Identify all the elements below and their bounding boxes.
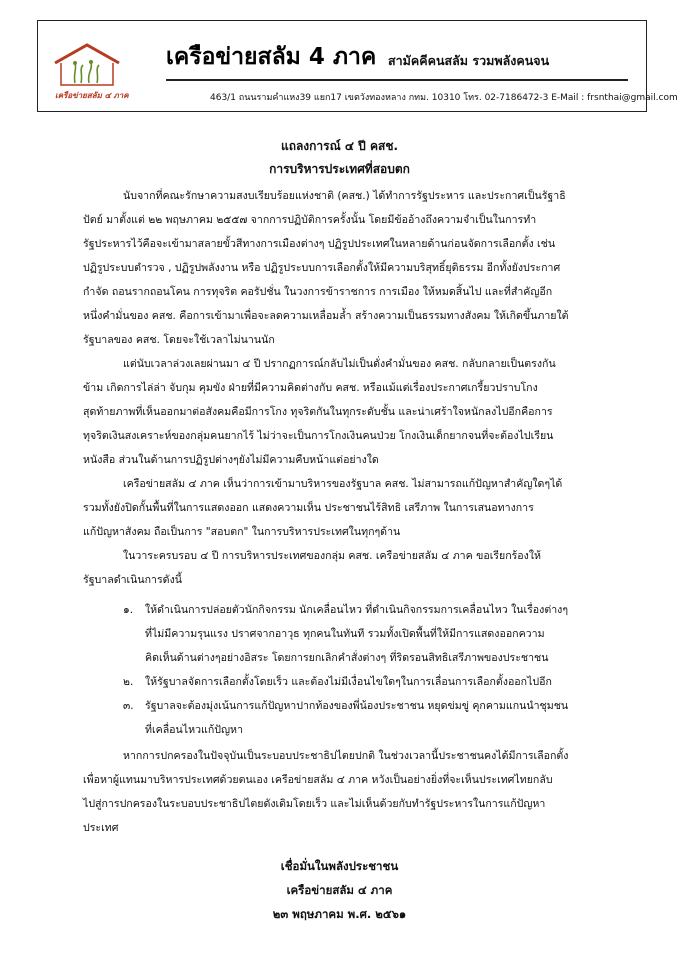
p5-line: ประเทศ: [83, 822, 119, 834]
p1-line: นับจากที่คณะรักษาความสงบเรียบร้อยแห่งชาติ (คสช.) ได้ทำการรัฐประหาร และประกาศเป็นรัฐาธิ: [123, 190, 566, 202]
logo-caption: เครือข่ายสลัม ๔ ภาค: [55, 91, 129, 100]
org-title: เครือข่ายสลัม 4 ภาค: [166, 44, 377, 70]
org-tagline: สามัคคีคนสลัม รวมพลังคนจน: [388, 53, 550, 68]
p2-line: ทุจริตเงินสงเคราะห์ของกลุ่มคนยากไร้ ไม่ว่าจะเป็นการโกงเงินคนป่วย โกงเงินเด็กยากจนที่จะต้องไปเรียน: [83, 430, 554, 442]
p2-line: หนังสือ ส่วนในด้านการปฏิรูปต่างๆยังไม่มีความคืบหน้าแต่อย่างใด: [83, 454, 379, 466]
demand-line: ที่ไม่มีความรุนแรง ปราศจากอาวุธ ทุกคนในทันที รวมทั้งเปิดพื้นที่ให้มีการแสดงออกความ: [145, 628, 545, 640]
org-logo: [53, 41, 129, 101]
signature-org: เครือข่ายสลัม ๔ ภาค: [286, 883, 393, 897]
p5-line: ไปสู่การปกครองในระบอบประชาธิปไตยดังเดิมโดยเร็ว และไม่เห็นด้วยกับทำรัฐประหารในการแก้ปัญหา: [83, 798, 546, 810]
demand-line: ให้ดำเนินการปล่อยตัวนักกิจกรรม นักเคลื่อนไหว ที่ดำเนินกิจกรรมการเคลื่อนไหว ในเรื่องต่างๆ: [145, 604, 569, 616]
p4-line: ในวาระครบรอบ ๔ ปี การบริหารประเทศของกลุ่ม คสช. เครือข่ายสลัม ๔ ภาค ขอเรียกร้องให้: [123, 550, 542, 562]
demand-number: ๓.: [123, 700, 134, 712]
header-divider: [166, 79, 628, 81]
demand-line: รัฐบาลจะต้องมุ่งเน้นการแก้ปัญหาปากท้องของพี่น้องประชาชน หยุดข่มขู่ คุกคามแกนนำชุมชน: [145, 700, 569, 712]
p1-line: รัฐบาลของ คสช. โดยจะใช้เวลาไม่นานนัก: [83, 334, 275, 346]
demand-line: คิดเห็นด้านต่างๆอย่างอิสระ โดยการยกเลิกคำสั่งต่างๆ ที่ริดรอนสิทธิเสรีภาพของประชาชน: [145, 652, 549, 664]
p5-line: หากการปกครองในปัจจุบันเป็นระบอบประชาธิปไตยปกติ ในช่วงเวลานี้ประชาชนคงได้มีการเลือกตั้ง: [123, 750, 569, 762]
p3-line: รวมทั้งยังปิดกั้นพื้นที่ในการแสดงออก แสดงความเห็น ประชาชนไร้สิทธิ เสรีภาพ ในการเสนอทางการ: [83, 502, 534, 514]
p3-line: เครือข่ายสลัม ๔ ภาค เห็นว่าการเข้ามาบริหารของรัฐบาล คสช. ไม่สามารถแก้ปัญหาสำคัญใดๆได้: [123, 478, 563, 490]
statement-subtitle: การบริหารประเทศที่สอบตก: [269, 162, 410, 176]
p5-line: เพื่อหาผู้แทนมาบริหารประเทศด้วยตนเอง เครือข่ายสลัม ๔ ภาค หวังเป็นอย่างยิ่งที่จะเห็นประเทศไทยกลับ: [83, 774, 553, 786]
statement-title: แถลงการณ์ ๔ ปี คสช.: [280, 139, 399, 153]
org-address: 463/1 ถนนรามคำแหง39 แยก17 เขตวังทองหลาง กทม. 10310 โทร. 02-7186472-3 E-Mail : frsnthai@gmail.com: [210, 93, 678, 103]
p1-line: ปฏิรูประบบตำรวจ , ปฏิรูปพลังงาน หรือ ปฏิรูประบบการเลือกตั้งให้มีความบริสุทธิ์ยุติธรรม อีกทั้งยังประกาศ: [83, 262, 561, 274]
p2-line: สุดท้ายภาพที่เห็นออกมาต่อสังคมคือมีการโกง ทุจริตกันในทุกระดับชั้น และน่าเศร้าใจหนักลงไปอีกคือการ: [83, 406, 553, 418]
p1-line: หนึ่งคำมั่นของ คสช. คือการเข้ามาเพื่อจะลดความเหลื่อมล้ำ สร้างความเป็นธรรมทางสังคม ให้เกิดขึ้นภายใต้: [83, 310, 569, 322]
p2-line: แต่นับเวลาล่วงเลยผ่านมา ๔ ปี ปรากฏการณ์กลับไม่เป็นดั่งคำมั่นของ คสช. กลับกลายเป็นตรงกัน: [123, 358, 556, 370]
demand-line: ที่เคลื่อนไหวแก้ปัญหา: [145, 724, 243, 736]
p3-line: แก้ปัญหาสังคม ถือเป็นการ "สอบตก" ในการบริหารประเทศในทุกๆด้าน: [83, 526, 401, 538]
p1-line: กำจัด ถอนรากถอนโคน การทุจริต คอรัปชั่น ในวงการข้าราชการ การเมือง ให้หมดสิ้นไป และที่สำคัญอีก: [83, 286, 553, 298]
p4-line: รัฐบาลดำเนินการดังนี้: [83, 574, 182, 586]
demand-line: ให้รัฐบาลจัดการเลือกตั้งโดยเร็ว และต้องไม่มีเงื่อนไขใดๆในการเลื่อนการเลือกตั้งออกไปอีก: [145, 676, 552, 688]
p1-line: ปัตย์ มาตั้งแต่ ๒๒ พฤษภาคม ๒๕๕๗ จากการปฏิบัติการครั้งนั้น โดยมีข้ออ้างถึงความจำเป็นในการทำ: [83, 214, 537, 226]
letterhead: [37, 20, 678, 112]
p1-line: รัฐประหารไว้คือจะเข้ามาสลายขั้วสีทางการเมืองต่างๆ ปฏิรูปประเทศในหลายด้านก่อนจัดการเลือกตั้ง เช่น: [83, 238, 556, 250]
p2-line: ข้าม เกิดการไล่ล่า จับกุม คุมขัง ฝ่ายที่มีความคิดต่างกับ คสช. หรือแม้แต่เรื่องประกาศเกรี้ยวปราบโกง: [83, 382, 538, 394]
signature-motto: เชื่อมั่นในพลังประชาชน: [280, 859, 399, 873]
house-roof-icon: [53, 41, 121, 91]
demand-number: ๑.: [123, 604, 134, 616]
demand-number: ๒.: [123, 676, 134, 688]
signature-date: ๒๓ พฤษภาคม พ.ศ. ๒๕๖๑: [272, 907, 407, 921]
